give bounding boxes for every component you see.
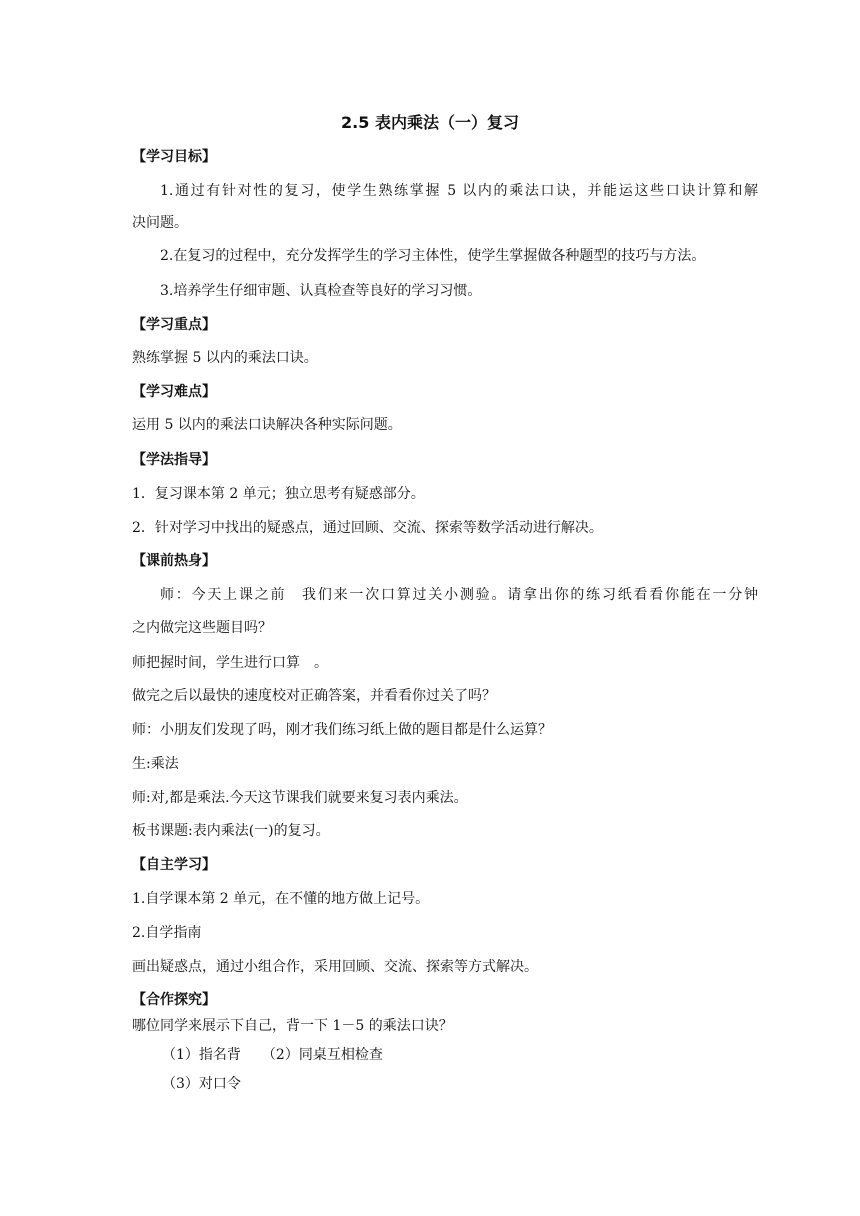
cooperation-paragraph-3: （3）对口令 bbox=[162, 1076, 241, 1092]
goals-paragraph-2: 2.在复习的过程中，充分发挥学生的学习主体性，使学生掌握做各种题型的技巧与方法。 bbox=[160, 248, 706, 264]
warmup-paragraph-1-line-2: 之内做完这些题目吗？ bbox=[132, 620, 272, 636]
goals-paragraph-1-line-1: 1.通过有针对性的复习，使学生熟练掌握 5 以内的乘法口诀，并能运这些口诀计算和解 bbox=[160, 183, 758, 199]
method-paragraph-1: 1．复习课本第 2 单元；独立思考有疑惑部分。 bbox=[132, 486, 425, 502]
section-heading-key: 【学习重点】 bbox=[132, 317, 216, 333]
goals-paragraph-3: 3.培养学生仔细审题、认真检查等良好的学习习惯。 bbox=[160, 283, 482, 299]
section-heading-difficulty: 【学习难点】 bbox=[132, 384, 216, 400]
cooperation-paragraph-2: （1）指名背 （2）同桌互相检查 bbox=[162, 1047, 383, 1063]
warmup-paragraph-2: 师把握时间，学生进行口算 。 bbox=[132, 655, 328, 671]
section-heading-method: 【学法指导】 bbox=[132, 452, 216, 468]
section-heading-goals: 【学习目标】 bbox=[132, 149, 216, 165]
warmup-paragraph-3: 做完之后以最快的速度校对正确答案，并看看你过关了吗？ bbox=[132, 688, 496, 704]
warmup-paragraph-1-line-1: 师：今天上课之前 我们来一次口算过关小测验。请拿出你的练习纸看看你能在一分钟 bbox=[160, 587, 758, 603]
warmup-paragraph-5: 生:乘法 bbox=[132, 756, 179, 772]
self-study-paragraph-2: 2.自学指南 bbox=[132, 925, 202, 941]
section-heading-cooperation: 【合作探究】 bbox=[132, 992, 216, 1008]
warmup-paragraph-6: 师:对,都是乘法.今天这节课我们就要来复习表内乘法。 bbox=[132, 790, 468, 806]
goals-paragraph-1-line-2: 决问题。 bbox=[132, 215, 188, 231]
section-heading-self-study: 【自主学习】 bbox=[132, 857, 216, 873]
cooperation-paragraph-1: 哪位同学来展示下自己，背一下 1－5 的乘法口诀？ bbox=[132, 1018, 453, 1034]
self-study-paragraph-1: 1.自学课本第 2 单元，在不懂的地方做上记号。 bbox=[132, 891, 430, 907]
document-title: 2.5 表内乘法（一）复习 bbox=[341, 113, 519, 132]
section-heading-warmup: 【课前热身】 bbox=[132, 553, 216, 569]
key-paragraph-1: 熟练掌握 5 以内的乘法口诀。 bbox=[132, 350, 318, 366]
difficulty-paragraph-1: 运用 5 以内的乘法口诀解决各种实际问题。 bbox=[132, 417, 402, 433]
warmup-paragraph-4: 师：小朋友们发现了吗，刚才我们练习纸上做的题目都是什么运算？ bbox=[132, 722, 552, 738]
warmup-paragraph-7: 板书课题:表内乘法(一)的复习。 bbox=[132, 823, 330, 839]
self-study-paragraph-3: 画出疑惑点，通过小组合作，采用回顾、交流、探索等方式解决。 bbox=[132, 959, 538, 975]
method-paragraph-2: 2．针对学习中找出的疑惑点，通过回顾、交流、探索等数学活动进行解决。 bbox=[132, 520, 603, 536]
